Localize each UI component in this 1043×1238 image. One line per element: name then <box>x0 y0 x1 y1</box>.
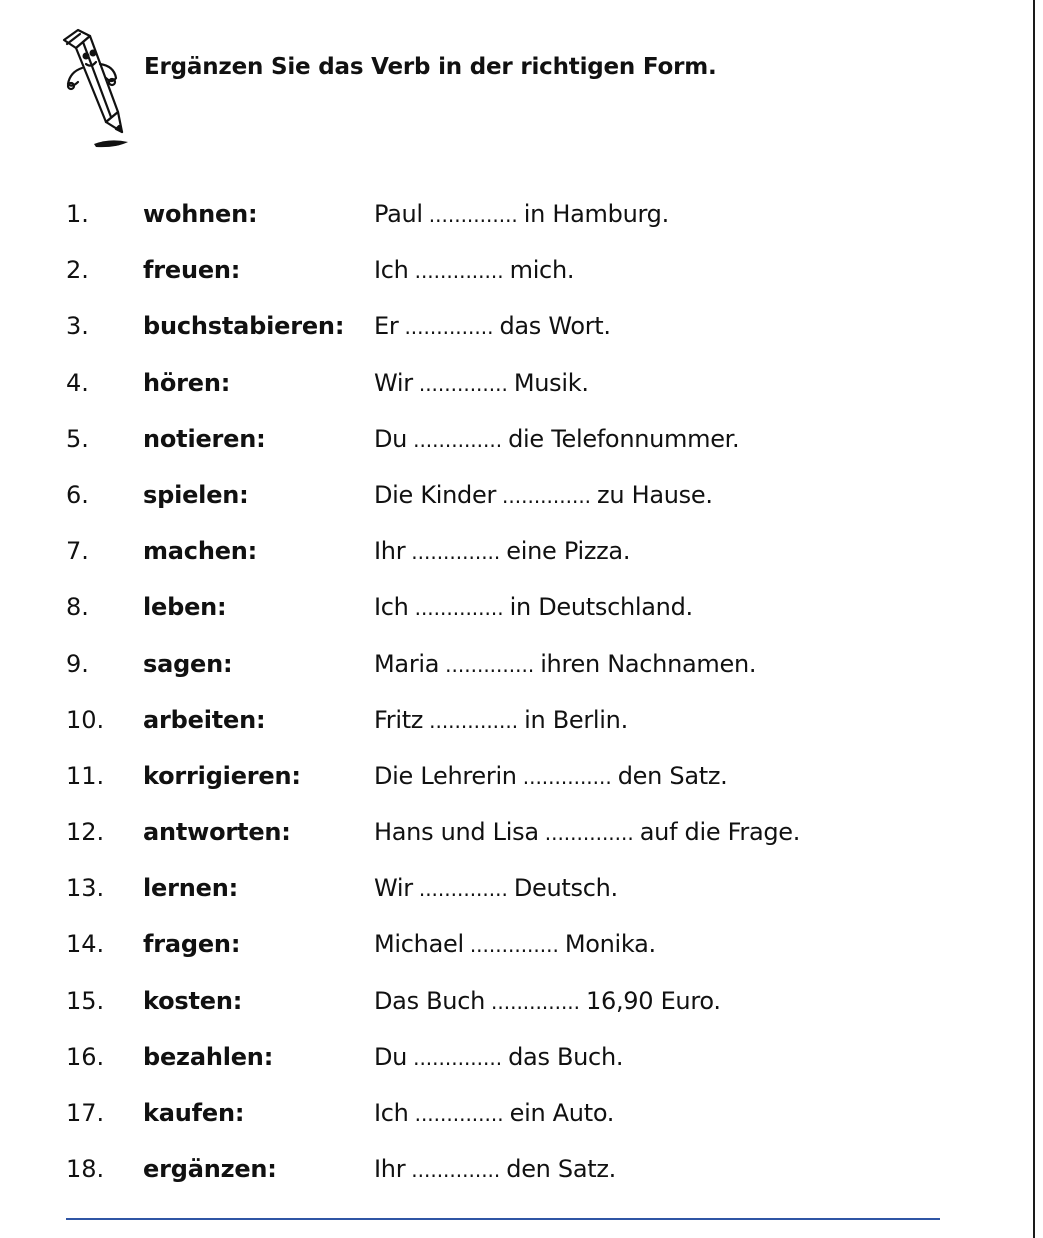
exercise-instruction: Ergänzen Sie das Verb in der richtigen Form. <box>144 54 717 80</box>
exercise-verb: fragen: <box>143 930 241 959</box>
sentence-start: Die Kinder <box>374 480 497 509</box>
exercise-verb: notieren: <box>143 424 266 453</box>
sentence-end: Musik. <box>513 368 589 397</box>
sentence-start: Die Lehrerin <box>374 761 517 790</box>
bottom-divider <box>66 1218 940 1220</box>
exercise-sentence <box>374 1089 614 1138</box>
exercise-row <box>0 752 1000 808</box>
sentence-start: Ihr <box>374 1155 406 1184</box>
exercise-sentence <box>374 696 628 745</box>
exercise-number: 8. <box>66 593 89 622</box>
exercise-row <box>0 302 1000 358</box>
exercise-sentence <box>374 1145 616 1194</box>
exercise-verb: lernen: <box>143 874 238 903</box>
sentence-end: Monika. <box>564 930 656 959</box>
pencil-character-icon <box>56 26 140 152</box>
exercise-row <box>0 808 1000 864</box>
page-edge-border <box>1033 0 1035 1238</box>
sentence-start: Du <box>374 424 408 453</box>
answer-gap[interactable]: .............. <box>411 540 501 565</box>
sentence-start: Ich <box>374 593 409 622</box>
exercise-number: 13. <box>66 874 105 903</box>
exercise-row <box>0 583 1000 639</box>
exercise-verb: antworten: <box>143 818 291 847</box>
exercise-verb: machen: <box>143 537 258 566</box>
sentence-end: in Hamburg. <box>523 200 669 228</box>
exercise-row <box>0 696 1000 752</box>
sentence-start: Du <box>374 1042 408 1071</box>
sentence-end: Deutsch. <box>513 874 618 903</box>
exercise-row <box>0 246 1000 302</box>
sentence-end: in Deutschland. <box>509 593 693 622</box>
exercise-row <box>0 640 1000 696</box>
sentence-end: ein Auto. <box>509 1099 615 1127</box>
exercise-sentence <box>374 583 693 632</box>
exercise-verb: spielen: <box>143 480 249 509</box>
sentence-start: Paul <box>374 200 423 228</box>
exercise-number: 10. <box>66 705 105 734</box>
exercise-sentence <box>374 808 800 857</box>
sentence-end: in Berlin. <box>524 705 628 734</box>
sentence-start: Hans und Lisa <box>374 818 539 847</box>
sentence-start: Fritz <box>374 705 424 734</box>
exercise-sentence <box>374 864 618 913</box>
exercise-sentence <box>374 527 630 576</box>
answer-gap[interactable]: .............. <box>414 1102 504 1126</box>
exercise-sentence <box>374 246 574 295</box>
exercise-list <box>0 190 1000 1201</box>
sentence-end: auf die Frage. <box>639 818 801 847</box>
exercise-sentence <box>374 1033 623 1082</box>
exercise-sentence <box>374 471 713 520</box>
exercise-row <box>0 920 1000 976</box>
exercise-sentence <box>374 415 739 464</box>
exercise-number: 16. <box>66 1042 105 1071</box>
exercise-number: 15. <box>66 986 105 1015</box>
exercise-sentence <box>374 920 656 969</box>
exercise-verb: sagen: <box>143 649 233 678</box>
exercise-row <box>0 864 1000 920</box>
sentence-start: Ich <box>374 256 409 285</box>
exercise-number: 4. <box>66 368 89 397</box>
exercise-row <box>0 471 1000 527</box>
exercise-number: 12. <box>66 818 105 847</box>
exercise-number: 1. <box>66 200 89 228</box>
exercise-row <box>0 359 1000 415</box>
exercise-number: 14. <box>66 930 105 959</box>
sentence-start: Ihr <box>374 537 406 566</box>
exercise-number: 2. <box>66 256 89 285</box>
answer-gap[interactable]: .............. <box>418 371 508 396</box>
sentence-start: Wir <box>374 874 413 903</box>
exercise-verb: korrigieren: <box>143 761 301 790</box>
sentence-end: die Telefonnummer. <box>508 424 740 453</box>
exercise-sentence <box>374 640 756 689</box>
answer-gap[interactable]: .............. <box>404 315 494 340</box>
answer-gap[interactable]: .............. <box>469 933 559 958</box>
exercise-number: 3. <box>66 312 89 341</box>
exercise-number: 11. <box>66 761 105 790</box>
answer-gap[interactable]: .............. <box>414 259 504 284</box>
exercise-sentence <box>374 977 721 1026</box>
sentence-start: Michael <box>374 930 464 959</box>
exercise-verb: wohnen: <box>143 200 258 228</box>
answer-gap[interactable]: .............. <box>428 203 518 227</box>
sentence-end: den Satz. <box>617 761 728 790</box>
sentence-end: 16,90 Euro. <box>586 986 721 1015</box>
exercise-sentence <box>374 752 727 801</box>
answer-gap[interactable]: .............. <box>429 708 519 733</box>
answer-gap[interactable]: .............. <box>522 764 612 789</box>
answer-gap[interactable]: .............. <box>414 596 504 621</box>
exercise-verb: hören: <box>143 368 231 397</box>
answer-gap[interactable]: .............. <box>502 483 592 508</box>
sentence-start: Er <box>374 312 399 341</box>
sentence-start: Ich <box>374 1099 409 1127</box>
exercise-row <box>0 190 1000 246</box>
sentence-start: Das Buch <box>374 986 486 1015</box>
exercise-verb: arbeiten: <box>143 705 266 734</box>
exercise-sentence <box>374 359 589 408</box>
sentence-end: eine Pizza. <box>506 537 631 566</box>
exercise-row <box>0 415 1000 471</box>
exercise-sentence <box>374 190 669 239</box>
sentence-end: mich. <box>509 256 575 285</box>
answer-gap[interactable]: .............. <box>413 427 503 452</box>
exercise-row <box>0 1089 1000 1145</box>
exercise-row <box>0 1033 1000 1089</box>
exercise-number: 18. <box>66 1155 105 1184</box>
exercise-verb: ergänzen: <box>143 1155 277 1184</box>
answer-gap[interactable]: .............. <box>413 1045 503 1070</box>
exercise-verb: buchstabieren: <box>143 312 345 341</box>
exercise-verb: kaufen: <box>143 1099 245 1127</box>
answer-gap[interactable]: .............. <box>445 652 535 677</box>
exercise-row <box>0 1145 1000 1201</box>
sentence-end: das Buch. <box>508 1042 624 1071</box>
exercise-number: 9. <box>66 649 89 678</box>
sentence-end: den Satz. <box>506 1155 616 1184</box>
exercise-verb: leben: <box>143 593 227 622</box>
sentence-start: Maria <box>374 649 440 678</box>
exercise-verb: kosten: <box>143 986 243 1015</box>
sentence-end: das Wort. <box>499 312 611 341</box>
exercise-verb: bezahlen: <box>143 1042 274 1071</box>
exercise-number: 7. <box>66 537 89 566</box>
exercise-number: 5. <box>66 424 89 453</box>
answer-gap[interactable]: .............. <box>411 1158 501 1183</box>
exercise-number: 6. <box>66 480 89 509</box>
exercise-number: 17. <box>66 1099 105 1127</box>
exercise-sentence <box>374 302 611 351</box>
exercise-verb: freuen: <box>143 256 241 285</box>
exercise-row <box>0 977 1000 1033</box>
sentence-end: ihren Nachnamen. <box>540 649 757 678</box>
exercise-row <box>0 527 1000 583</box>
sentence-start: Wir <box>374 368 413 397</box>
sentence-end: zu Hause. <box>597 480 713 509</box>
answer-gap[interactable]: .............. <box>491 989 581 1014</box>
answer-gap[interactable]: .............. <box>418 877 508 902</box>
answer-gap[interactable]: .............. <box>544 821 634 846</box>
